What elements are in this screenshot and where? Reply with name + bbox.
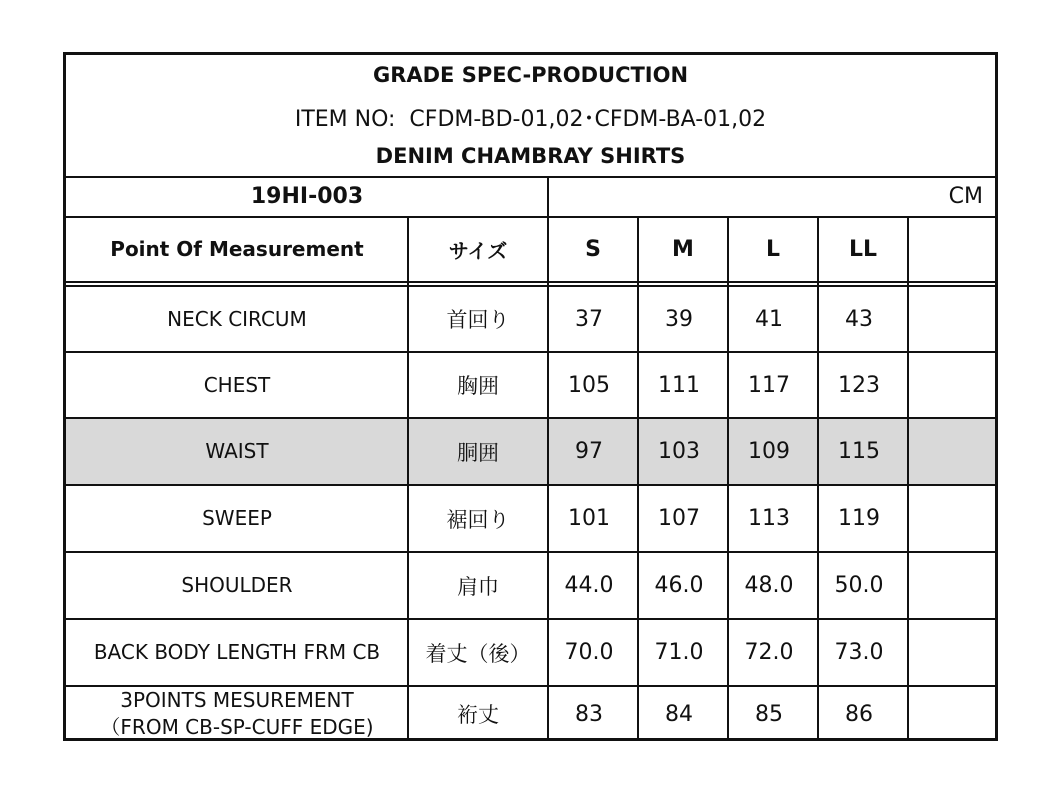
row-size-value: 39 [665,306,693,332]
column-header-size-ll: LL [848,236,878,262]
row-size-value: 123 [838,372,880,398]
row-size-value: 71.0 [654,640,704,665]
row-size-value: 46.0 [654,573,704,598]
row-measurement-name: WAIST [205,439,269,463]
row-empty-cell [908,486,995,551]
product-name: DENIM CHAMBRAY SHIRTS [375,144,686,168]
column-header-empty [908,217,995,281]
row-size-value: 107 [658,506,700,531]
row-size-value: 119 [838,506,880,531]
row-empty-cell [908,687,995,741]
row-size-value: 84 [665,701,693,727]
row-measurement-name: CHEST [203,372,271,397]
row-size-value: 37 [575,306,603,332]
row-size-value: 105 [568,372,610,398]
row-size-value: 85 [755,701,783,727]
row-size-value: 117 [748,372,790,398]
row-measurement-name: NECK CIRCUM [167,306,307,331]
row-measurement-name: BACK BODY LENGTH FRM CB [93,640,381,664]
row-measurement-name: SWEEP [202,506,272,530]
row-size-value: 86 [845,701,873,727]
sheet-title: GRADE SPEC-PRODUCTION [372,63,689,87]
row-japanese-label: 胸囲 [457,374,499,398]
column-header-jp: サイズ [448,238,508,263]
row-japanese-label: 裾回り [446,507,510,532]
row-japanese-label: 首回り [446,308,510,332]
row-size-value: 43 [845,306,873,332]
row-japanese-label: 着丈（後） [425,641,531,666]
divider [66,281,995,283]
row-japanese-label: 肩巾 [457,574,499,599]
row-size-value: 41 [755,306,783,332]
spec-code: 19HI-003 [250,184,364,209]
row-empty-cell [908,353,995,417]
row-size-value: 111 [658,372,700,398]
row-size-value: 50.0 [834,573,884,598]
row-size-value: 115 [838,439,880,464]
row-measurement-name: SHOULDER [181,573,293,597]
spec-sheet [63,52,998,741]
row-empty-cell [908,620,995,685]
row-size-value: 72.0 [744,640,794,665]
column-header-size-s: S [585,236,601,262]
row-empty-cell [908,419,995,484]
column-header-pom: Point Of Measurement [110,237,364,261]
item-number-line: ITEM NO: CFDM-BD-01,02･CFDM-BA-01,02 [294,107,767,132]
row-size-value: 103 [658,439,700,464]
unit-label: CM [948,184,983,209]
row-empty-cell [908,287,995,351]
row-japanese-label: 胴囲 [457,440,499,465]
row-size-value: 44.0 [564,573,614,598]
row-japanese-label: 裄丈 [457,703,499,727]
column-header-size-l: L [765,236,781,262]
row-size-value: 109 [748,439,790,464]
row-size-value: 97 [575,439,603,464]
row-size-value: 48.0 [744,573,794,598]
column-header-size-m: M [672,236,694,262]
row-size-value: 113 [748,506,790,531]
row-size-value: 83 [575,701,603,727]
row-size-value: 73.0 [834,640,884,665]
row-size-value: 70.0 [564,640,614,665]
row-measurement-name: 3POINTS MESUREMENT （FROM CB-SP-CUFF EDGE) [100,688,374,739]
row-empty-cell [908,553,995,618]
row-size-value: 101 [568,506,610,531]
